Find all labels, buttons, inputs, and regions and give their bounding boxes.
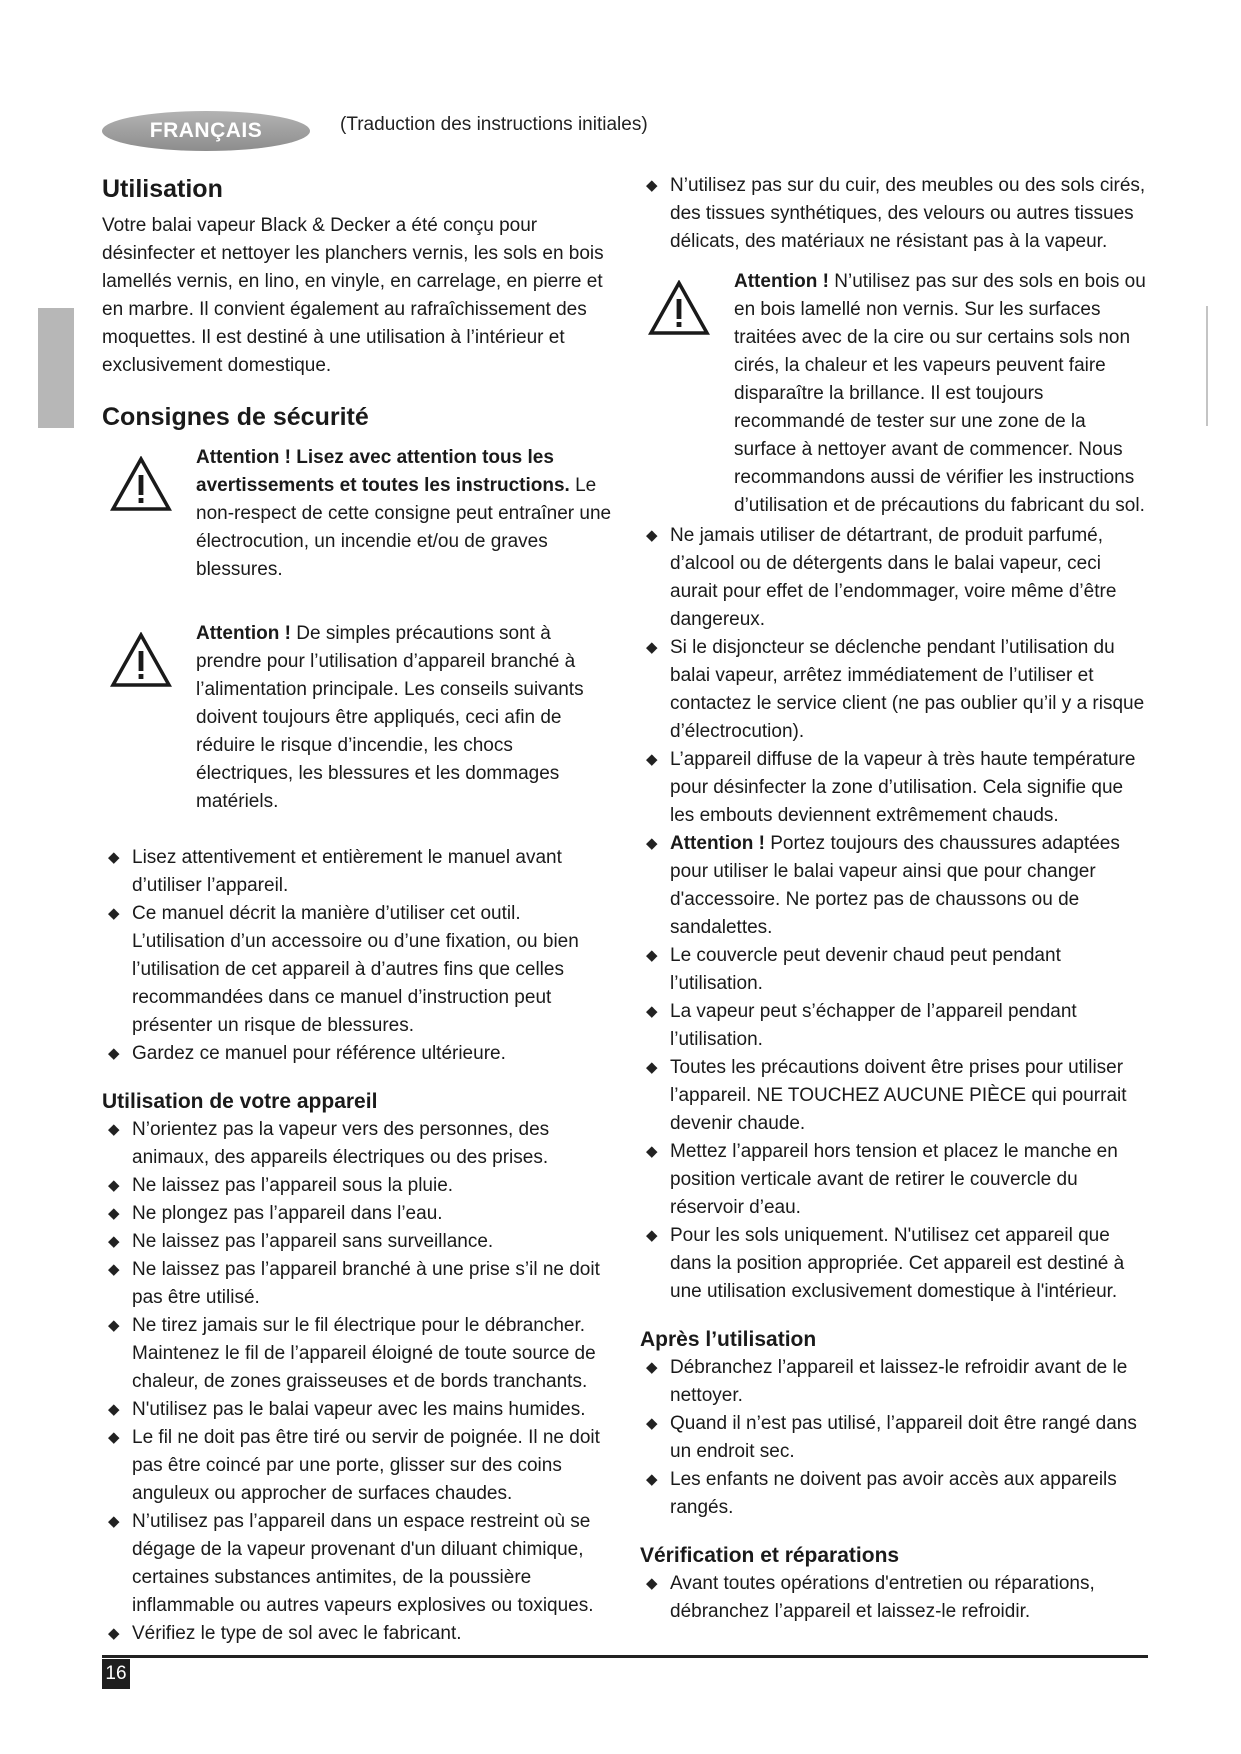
diamond-bullet-icon: ◆ — [108, 1317, 120, 1334]
list-item: ◆ Avant toutes opérations d'entretien ou réparations, débranchez l’appareil et laissez-le refroidir. — [640, 1570, 1150, 1626]
diamond-bullet-icon: ◆ — [646, 1575, 658, 1592]
list-item: ◆ Attention ! Portez toujours des chaussures adaptées pour utiliser le balai vapeur ainsi que pour changer d'accessoire. Ne portez pas de chaussons ou de sandalettes. — [640, 830, 1150, 942]
list-item: ◆ Toutes les précautions doivent être prises pour utiliser l’appareil. NE TOUCHEZ AUCUNE PIÈCE qui pourrait devenir chaude. — [640, 1054, 1150, 1138]
diamond-bullet-icon: ◆ — [646, 527, 658, 544]
language-badge — [102, 111, 310, 151]
repairs-bullet-list — [640, 1570, 1150, 1626]
diamond-bullet-icon: ◆ — [108, 1429, 120, 1446]
diamond-bullet-icon: ◆ — [108, 849, 120, 866]
warning-triangle-icon — [102, 444, 196, 512]
warning-2-text — [196, 620, 612, 816]
list-item: ◆ Ne tirez jamais sur le fil électrique pour le débrancher. Maintenez le fil de l’appareil éloigné de toute source de chaleur, de zones graisseuses et de bords tranchants. — [102, 1312, 612, 1396]
list-item: ◆ L’appareil diffuse de la vapeur à très haute température pour désinfecter la zone d’utilisation. Cela signifie que les embouts deviennent extrêmement chauds. — [640, 746, 1150, 830]
warning-triangle-icon — [102, 620, 196, 688]
list-item: ◆ Si le disjoncteur se déclenche pendant l’utilisation du balai vapeur, arrêtez immédiatement de l’utiliser et contactez le service client (ne pas oublier qu’il y a risque d’électrocution). — [640, 634, 1150, 746]
safety-bullet-list — [102, 844, 612, 1068]
footer-rule — [102, 1655, 1148, 1658]
warning-triangle-icon — [640, 268, 734, 336]
warning-block-3 — [640, 268, 1150, 520]
diamond-bullet-icon: ◆ — [646, 1059, 658, 1076]
diamond-bullet-icon: ◆ — [646, 639, 658, 656]
diamond-bullet-icon: ◆ — [646, 751, 658, 768]
after-use-bullet-list — [640, 1354, 1150, 1522]
diamond-bullet-icon: ◆ — [646, 1471, 658, 1488]
language-label: FRANÇAIS — [149, 119, 263, 142]
diamond-bullet-icon: ◆ — [108, 1177, 120, 1194]
list-item: ◆ Mettez l’appareil hors tension et placez le manche en position verticale avant de retirer le couvercle du réservoir d’eau. — [640, 1138, 1150, 1222]
usage-heading: Utilisation — [102, 175, 223, 203]
list-item: ◆ Vérifiez le type de sol avec le fabricant. — [102, 1620, 612, 1648]
warning-2-body: De simples précautions sont à prendre pour l’utilisation d’appareil branché à l’alimentation principale. Les conseils suivants doivent toujours être appliqués, ceci afin de réduire le risque d’incendie, les chocs électriques, les blessures et les dommages matériels. — [196, 623, 584, 812]
list-item: ◆ Ne plongez pas l’appareil dans l’eau. — [102, 1200, 612, 1228]
diamond-bullet-icon: ◆ — [108, 1121, 120, 1138]
diamond-bullet-icon: ◆ — [108, 1401, 120, 1418]
list-item: ◆ Les enfants ne doivent pas avoir accès aux appareils rangés. — [640, 1466, 1150, 1522]
warning-3-body: N’utilisez pas sur des sols en bois ou en bois lamellé non vernis. Sur les surfaces traitées avec de la cire ou sur certains sols non cirés, la chaleur et les vapeurs peuvent faire disparaître la brillance. Il est toujours recommandé de tester sur une zone de la surface à nettoyer avant de commencer. Nous recommandons aussi de vérifier les instructions d’utilisation et de précautions du fabricant du sol. — [734, 271, 1146, 516]
diamond-bullet-icon: ◆ — [646, 947, 658, 964]
diamond-bullet-icon: ◆ — [646, 1003, 658, 1020]
warning-2-bold: Attention ! — [196, 623, 291, 644]
warning-3-bold: Attention ! — [734, 271, 829, 292]
warning-1-bold: Attention ! Lisez avec attention tous les avertissements et toutes les instructions. — [196, 447, 570, 496]
warning-block-2 — [102, 620, 612, 816]
list-item: ◆ Ce manuel décrit la manière d’utiliser cet outil. L’utilisation d’un accessoire ou d’une fixation, ou bien l’utilisation de cet appareil à d’autres fins que celles recommandées dans ce manuel d’instruction peut présenter un risque de blessures. — [102, 900, 612, 1040]
safety-heading: Consignes de sécurité — [102, 403, 369, 431]
material-bullet-list — [640, 172, 1150, 256]
precautions-bullet-list — [640, 522, 1150, 1306]
diamond-bullet-icon: ◆ — [646, 1143, 658, 1160]
list-item: ◆ Pour les sols uniquement. N'utilisez cet appareil que dans la position appropriée. Cet appareil est destiné à une utilisation exclusivement domestique à l'intérieur. — [640, 1222, 1150, 1306]
list-item: ◆ La vapeur peut s’échapper de l’appareil pendant l’utilisation. — [640, 998, 1150, 1054]
diamond-bullet-icon: ◆ — [646, 835, 658, 852]
list-item: ◆ N'utilisez pas le balai vapeur avec les mains humides. — [102, 1396, 612, 1424]
diamond-bullet-icon: ◆ — [108, 1233, 120, 1250]
list-item: ◆ Ne laissez pas l’appareil branché à une prise s’il ne doit pas être utilisé. — [102, 1256, 612, 1312]
diamond-bullet-icon: ◆ — [108, 1205, 120, 1222]
diamond-bullet-icon: ◆ — [646, 177, 658, 194]
translation-note: (Traduction des instructions initiales) — [340, 114, 648, 135]
diamond-bullet-icon: ◆ — [646, 1359, 658, 1376]
section-side-tab — [38, 308, 74, 428]
list-item: ◆ Ne laissez pas l’appareil sans surveillance. — [102, 1228, 612, 1256]
list-item: ◆ Gardez ce manuel pour référence ultérieure. — [102, 1040, 612, 1068]
list-item: ◆ Le fil ne doit pas être tiré ou servir de poignée. Il ne doit pas être coincé par une porte, glisser sur des coins anguleux ou approcher de surfaces chaudes. — [102, 1424, 612, 1508]
diamond-bullet-icon: ◆ — [646, 1415, 658, 1432]
diamond-bullet-icon: ◆ — [108, 905, 120, 922]
repairs-heading: Vérification et réparations — [640, 1544, 900, 1567]
page-edge-mark — [1206, 306, 1208, 426]
list-item: ◆ Lisez attentivement et entièrement le manuel avant d’utiliser l’appareil. — [102, 844, 612, 900]
right-column — [640, 172, 1150, 1626]
warning-block-1 — [102, 444, 612, 584]
after-use-heading: Après l’utilisation — [640, 1328, 817, 1351]
diamond-bullet-icon: ◆ — [108, 1261, 120, 1278]
left-column — [102, 172, 612, 1648]
diamond-bullet-icon: ◆ — [646, 1227, 658, 1244]
device-use-heading: Utilisation de votre appareil — [102, 1090, 378, 1113]
page-number: 16 — [102, 1659, 130, 1689]
diamond-bullet-icon: ◆ — [108, 1513, 120, 1530]
list-item: ◆ N’utilisez pas l’appareil dans un espace restreint où se dégage de la vapeur provenant d'un diluant chimique, certaines substances antimites, de la poussière inflammable ou autres vapeurs explosives ou toxiques. — [102, 1508, 612, 1620]
list-item: ◆ Le couvercle peut devenir chaud peut pendant l’utilisation. — [640, 942, 1150, 998]
list-item: ◆ N’orientez pas la vapeur vers des personnes, des animaux, des appareils électriques ou des prises. — [102, 1116, 612, 1172]
diamond-bullet-icon: ◆ — [108, 1625, 120, 1642]
usage-paragraph: Votre balai vapeur Black & Decker a été conçu pour désinfecter et nettoyer les planchers vernis, les sols en bois lamellés vernis, en lino, en vinyle, en carrelage, en pierre et en marbre. Il convient également au rafraîchissement des moquettes. Il est destiné à une utilisation à l’intérieur et exclusivement domestique. — [102, 215, 604, 376]
warning-1-body: Le non-respect de cette consigne peut entraîner une électrocution, un incendie et/ou de graves blessures. — [196, 475, 612, 580]
device-use-bullet-list — [102, 1116, 612, 1648]
list-item: ◆ Débranchez l’appareil et laissez-le refroidir avant de le nettoyer. — [640, 1354, 1150, 1410]
list-item: ◆ Quand il n’est pas utilisé, l’appareil doit être rangé dans un endroit sec. — [640, 1410, 1150, 1466]
warning-3-text — [734, 268, 1150, 520]
diamond-bullet-icon: ◆ — [108, 1045, 120, 1062]
warning-1-text — [196, 444, 612, 584]
list-item: ◆ Ne jamais utiliser de détartrant, de produit parfumé, d’alcool ou de détergents dans le balai vapeur, ceci aurait pour effet de l’endommager, voire même d’être dangereux. — [640, 522, 1150, 634]
list-item: ◆ Ne laissez pas l’appareil sous la pluie. — [102, 1172, 612, 1200]
list-item: ◆ N’utilisez pas sur du cuir, des meubles ou des sols cirés, des tissues synthétiques, des velours ou autres tissues délicats, des matériaux ne résistant pas à la vapeur. — [640, 172, 1150, 256]
